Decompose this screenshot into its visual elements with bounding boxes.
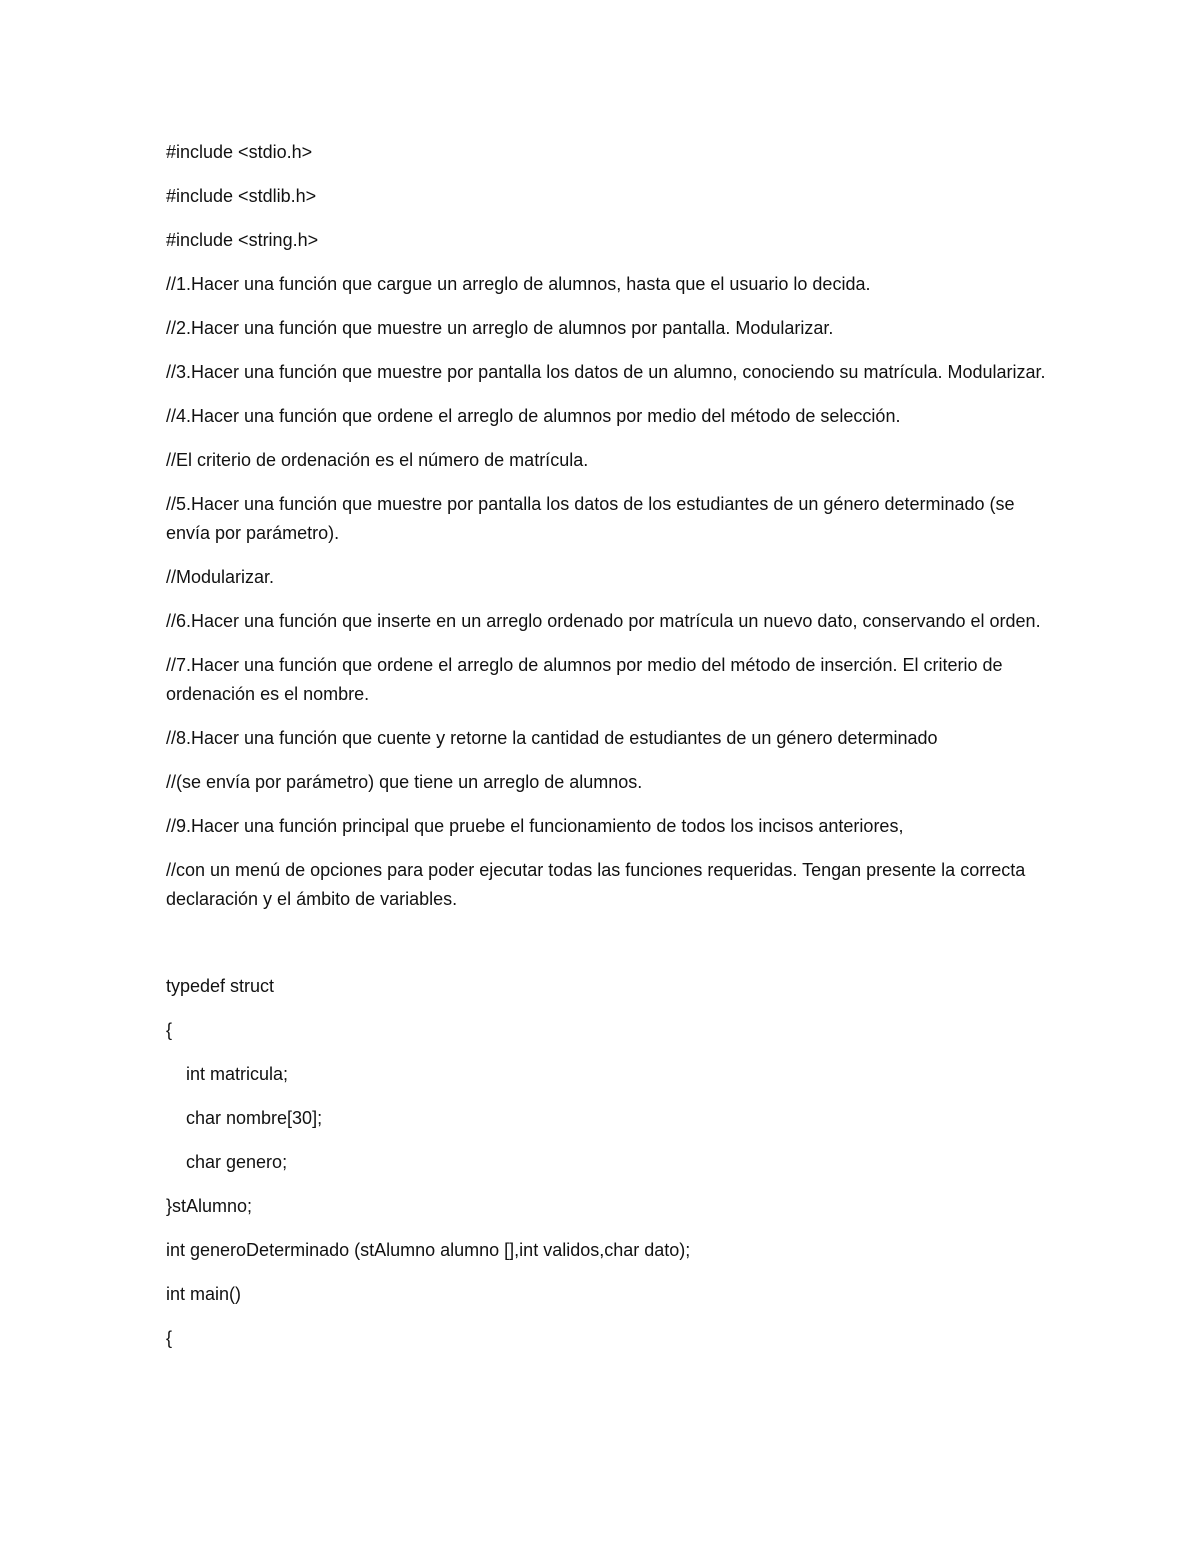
comment-task-8-continued: //(se envía por parámetro) que tiene un arreglo de alumnos. bbox=[166, 772, 643, 792]
comment-task-5-modularizar: //Modularizar. bbox=[166, 567, 275, 587]
field-genero: char genero; bbox=[186, 1152, 288, 1172]
comment-task-5: //5.Hacer una función que muestre por pantalla los datos de los estudiantes de un género determinado (se envía por parámetro). bbox=[166, 494, 1015, 543]
open-brace-struct: { bbox=[166, 1020, 173, 1040]
comment-task-8: //8.Hacer una función que cuente y retorne la cantidad de estudiantes de un género determinado bbox=[166, 728, 938, 748]
comment-task-3: //3.Hacer una función que muestre por pantalla los datos de un alumno, conociendo su matrícula. Modularizar. bbox=[166, 362, 1046, 382]
comment-task-7: //7.Hacer una función que ordene el arreglo de alumnos por medio del método de inserción. El criterio de ordenación es el nombre. bbox=[166, 655, 1003, 704]
comment-task-9-continued: //con un menú de opciones para poder ejecutar todas las funciones requeridas. Tengan presente la correcta declaración y el ámbito de variables. bbox=[166, 860, 1026, 909]
include-stdlib: #include <stdlib.h> bbox=[166, 186, 317, 206]
field-nombre: char nombre[30]; bbox=[186, 1108, 323, 1128]
typedef-struct: typedef struct bbox=[166, 976, 275, 996]
include-stdio: #include <stdio.h> bbox=[166, 142, 313, 162]
comment-task-1: //1.Hacer una función que cargue un arreglo de alumnos, hasta que el usuario lo decida. bbox=[166, 274, 871, 294]
struct-close-stalumno: }stAlumno; bbox=[166, 1196, 253, 1216]
comment-task-2: //2.Hacer una función que muestre un arreglo de alumnos por pantalla. Modularizar. bbox=[166, 318, 834, 338]
main-signature: int main() bbox=[166, 1284, 242, 1304]
blank-line bbox=[166, 929, 1046, 972]
include-string: #include <string.h> bbox=[166, 230, 319, 250]
comment-task-4-criteria: //El criterio de ordenación es el número de matrícula. bbox=[166, 450, 589, 470]
open-brace-main: { bbox=[166, 1328, 173, 1348]
prototype-genero-determinado: int generoDeterminado (stAlumno alumno [],int validos,char dato); bbox=[166, 1240, 691, 1260]
document-body bbox=[166, 138, 1046, 1368]
comment-task-9: //9.Hacer una función principal que pruebe el funcionamiento de todos los incisos anteriores, bbox=[166, 816, 904, 836]
comment-task-4: //4.Hacer una función que ordene el arreglo de alumnos por medio del método de selección. bbox=[166, 406, 901, 426]
field-matricula: int matricula; bbox=[186, 1064, 289, 1084]
comment-task-6: //6.Hacer una función que inserte en un arreglo ordenado por matrícula un nuevo dato, conservando el orden. bbox=[166, 611, 1041, 631]
